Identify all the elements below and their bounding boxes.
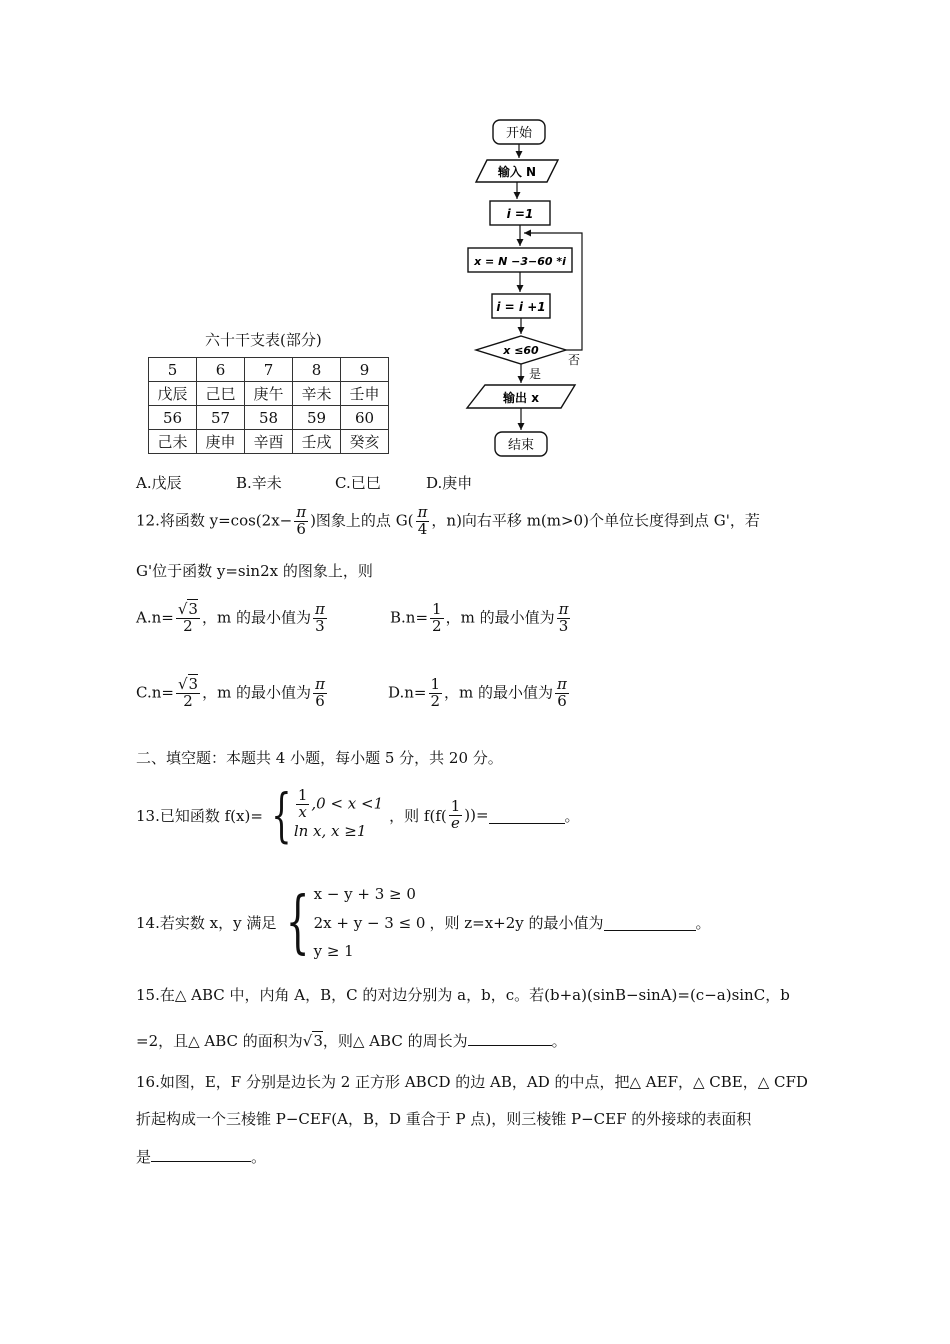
table-cell: 庚申 (197, 430, 245, 454)
table-cell: 9 (341, 358, 389, 382)
fraction: $\frac{1}{e}$ (450, 796, 461, 832)
q15-line2: =2，且△ ABC 的面积为√3，则△ ABC 的周长为 。 (136, 1029, 567, 1051)
table-cell: 癸亥 (341, 430, 389, 454)
section-2-heading: 二、填空题：本题共 4 小题，每小题 5 分，共 20 分。 (136, 749, 503, 767)
table-cell: 己未 (149, 430, 197, 454)
table-cell: 59 (293, 406, 341, 430)
flowchart (455, 110, 595, 462)
q13: 13.已知函数 f(x)= { $\frac{1}{x}$ ,0 < x <1 ln x, x ≥1 ，则 f(f( $\frac{1}{e}$ ))= 。 (136, 781, 580, 849)
table-cell: 58 (245, 406, 293, 430)
q16-line2: 折起构成一个三棱锥 P−CEF(A，B，D 重合于 P 点)，则三棱锥 P−CEF 的外接球的表面积 (136, 1110, 752, 1128)
fraction: $\frac{\pi}{3}$ (558, 600, 569, 635)
table-cell: 己巳 (197, 382, 245, 406)
table-cell: 壬戌 (293, 430, 341, 454)
q12-option-c: C.n= $\frac{√3}{2}$ ，m 的最小值为 $\frac{\pi}{6}$ (136, 675, 325, 710)
answer-blank[interactable] (151, 1145, 251, 1162)
q11-option-c: C.已巳 (335, 474, 381, 492)
fraction: $\frac{1}{x}$ (297, 786, 308, 821)
table-row (149, 358, 389, 382)
answer-blank[interactable] (604, 914, 696, 931)
q16-line1: 16.如图，E，F 分别是边长为 2 正方形 ABCD 的边 AB，AD 的中点，把△ AEF，△ CBE，△ CFD (136, 1073, 808, 1091)
fraction: $\frac{1}{2}$ (430, 675, 441, 710)
table-cell: 56 (149, 406, 197, 430)
table-cell: 辛酉 (245, 430, 293, 454)
table-cell: 8 (293, 358, 341, 382)
flow-increment-label: i = i +1 (496, 300, 546, 314)
fraction: $\frac{\pi}{6}$ (296, 503, 307, 538)
flow-end-label: 结束 (507, 438, 535, 453)
table-cell: 壬申 (341, 382, 389, 406)
table-cell: 60 (341, 406, 389, 430)
q11-option-a: A.戊辰 (136, 474, 182, 492)
ganzhi-table (148, 357, 389, 454)
q12-option-a: A.n= $\frac{√3}{2}$ ，m 的最小值为 $\frac{\pi}{3}$ (136, 600, 325, 635)
q12-line1: 12.将函数 y=cos(2x− $\frac{\pi}{6}$ )图象上的点 G( $\frac{\pi}{4}$ ，n)向右平移 m(m>0)个单位长度得到点 G'，若 (136, 503, 760, 538)
q12-option-b: B.n= $\frac{1}{2}$ ，m 的最小值为 $\frac{\pi}{3}$ (390, 600, 569, 635)
fraction: $\frac{\pi}{3}$ (314, 600, 325, 635)
table-cell: 庚午 (245, 382, 293, 406)
flow-start-label: 开始 (505, 126, 533, 141)
table-cell: 57 (197, 406, 245, 430)
fraction: $\frac{\pi}{6}$ (315, 675, 325, 710)
table-cell: 7 (245, 358, 293, 382)
table-row (149, 406, 389, 430)
q11-option-d: D.庚申 (426, 474, 473, 492)
answer-blank[interactable] (489, 807, 565, 824)
table-cell: 辛未 (293, 382, 341, 406)
fraction: $\frac{\pi}{6}$ (557, 675, 567, 710)
piecewise-cases: $\frac{1}{x}$ ,0 < x <1 ln x, x ≥1 (293, 786, 384, 840)
brace: { (286, 882, 310, 962)
fraction: $\frac{√3}{2}$ (177, 675, 199, 710)
flow-init-label: i =1 (506, 207, 534, 221)
flow-yes-label: 是 (529, 367, 542, 381)
fraction: $\frac{1}{2}$ (432, 600, 442, 635)
table-title: 六十干支表(部分) (205, 331, 322, 349)
q14: 14.若实数 x，y 满足 { x − y + 3 ≥ 0 2x + y − 3 ≤ 0 y ≥ 1 ，则 z=x+2y 的最小值为 。 (136, 880, 711, 966)
table-cell: 戊辰 (149, 382, 197, 406)
q12-option-d: D.n= $\frac{1}{2}$ ，m 的最小值为 $\frac{\pi}{6}$ (388, 675, 567, 710)
table-row (149, 430, 389, 454)
flow-no-label: 否 (568, 353, 581, 367)
answer-blank[interactable] (468, 1029, 552, 1046)
fraction: $\frac{√3}{2}$ (177, 600, 198, 635)
fraction: $\frac{\pi}{4}$ (417, 503, 428, 538)
q11-option-b: B.辛未 (236, 474, 282, 492)
flow-assign-label: x = N −3−60 *i (474, 255, 566, 268)
brace: { (271, 781, 292, 849)
table-cell: 5 (149, 358, 197, 382)
q12-line2: G'位于函数 y=sin2x 的图象上，则 (136, 562, 373, 580)
flow-input-label: 输入 N (497, 165, 537, 179)
flow-output-label: 输出 x (503, 391, 539, 405)
flow-condition-label: x ≤60 (503, 344, 539, 357)
q16-line3: 是 。 (136, 1145, 266, 1167)
table-cell: 6 (197, 358, 245, 382)
constraint-cases: x − y + 3 ≥ 0 2x + y − 3 ≤ 0 y ≥ 1 (313, 885, 426, 960)
sqrt: √3 (302, 1032, 323, 1050)
table-row (149, 382, 389, 406)
q15-line1: 15.在△ ABC 中，内角 A，B，C 的对边分别为 a，b，c。若(b+a)(sinB−sinA)=(c−a)sinC，b (136, 986, 790, 1004)
